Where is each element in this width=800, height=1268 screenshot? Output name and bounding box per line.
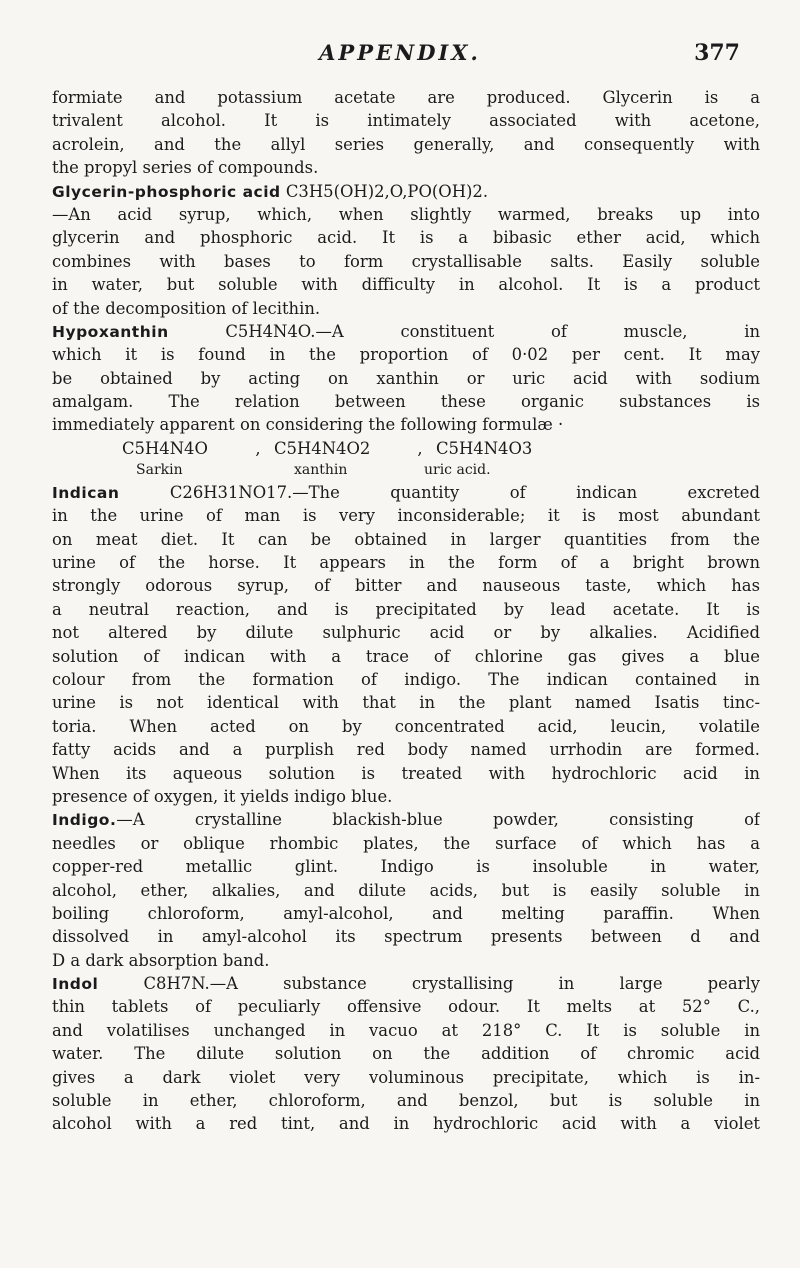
formula-name: Sarkin (136, 461, 183, 478)
text-line: —An acid syrup, which, when slightly warmed, breaks up into (52, 204, 760, 224)
text-line: water. The dilute solution on the addition of chromic acid (52, 1044, 760, 1064)
entry-heading-line (52, 180, 760, 203)
text-line: D a dark absorption band. (52, 950, 270, 970)
text-line: in the urine of man is very inconsiderable; it is most abundant (52, 506, 760, 526)
entry-formula: C3H5(OH)2,O,PO(OH)2. (285, 181, 489, 201)
text-line: soluble in ether, chloroform, and benzol, but is soluble in (52, 1091, 760, 1111)
text-line: the propyl series of compounds. (52, 158, 319, 178)
text-line: thin tablets of peculiarly offensive odour. It melts at 52° C., (52, 997, 760, 1017)
text-line: of the decomposition of lecithin. (52, 298, 321, 318)
entry-headword: Glycerin-phosphoric acid (52, 182, 281, 201)
text-line: gives a dark violet very voluminous precipitate, which is in- (52, 1067, 760, 1087)
formula-separator: , (255, 438, 261, 458)
text-line: strongly odorous syrup, of bitter and nauseous taste, which has (52, 576, 760, 596)
formula: C5H4N4O (122, 438, 208, 458)
text-line: amalgam. The relation between these organic substances is (52, 392, 760, 412)
text-line: formiate and potassium acetate are produced. Glycerin is a (52, 88, 760, 107)
text-line: on meat diet. It can be obtained in larger quantities from the (52, 529, 760, 549)
formula: C5H4N4O3 (436, 438, 533, 458)
text-line: urine of the horse. It appears in the form of a bright brown (52, 553, 760, 573)
text-line: fatty acids and a purplish red body named urrhodin are formed. (52, 740, 760, 760)
text-line: acrolein, and the allyl series generally, and consequently with (52, 134, 760, 154)
text-line: dissolved in amyl-alcohol its spectrum presents between d and (52, 927, 760, 947)
text-line: and volatilises unchanged in vacuo at 218° C. It is soluble in (52, 1020, 760, 1040)
formula-separator: , (417, 438, 423, 458)
text-line: presence of oxygen, it yields indigo blue. (52, 786, 393, 806)
text-line: a neutral reaction, and is precipitated by lead acetate. It is (52, 599, 760, 619)
entry-headword: Hypoxanthin (52, 322, 169, 341)
text-line: in water, but soluble with difficulty in alcohol. It is a product (52, 275, 760, 295)
text-line: copper-red metallic glint. Indigo is insoluble in water, (52, 857, 760, 877)
entry-heading-line (52, 972, 760, 995)
text-line: urine is not identical with that in the plant named Isatis tinc- (52, 693, 760, 713)
text-line: alcohol, ether, alkalies, and dilute acids, but is easily soluble in (52, 880, 760, 900)
text-line: —A crystalline blackish-blue powder, consisting of (116, 810, 760, 830)
text-line: C26H31NO17.—The quantity of indican excreted (169, 482, 760, 502)
text-line: boiling chloroform, amyl-alcohol, and melting paraffin. When (52, 903, 760, 923)
running-title: APPENDIX. (319, 40, 481, 65)
text-line: needles or oblique rhombic plates, the surface of which has a (52, 833, 760, 853)
text-line: be obtained by acting on xanthin or uric acid with sodium (52, 368, 760, 388)
formula-row (52, 437, 760, 461)
formula: C5H4N4O2 (274, 438, 371, 458)
entry-heading-line (52, 808, 760, 831)
text-line: toria. When acted on by concentrated acid, leucin, volatile (52, 716, 760, 736)
text-line: C5H4N4O.—A constituent of muscle, in (225, 321, 760, 341)
text-line: colour from the formation of indigo. The indican contained in (52, 669, 760, 689)
formula-name: uric acid. (424, 461, 491, 478)
text-line: C8H7N.—A substance crystallising in large pearly (143, 974, 760, 994)
text-line: not altered by dilute sulphuric acid or by alkalies. Acidified (52, 623, 760, 643)
body-text (52, 86, 760, 1136)
text-line: glycerin and phosphoric acid. It is a bibasic ether acid, which (52, 228, 760, 248)
text-line: which it is found in the proportion of 0·02 per cent. It may (52, 345, 760, 365)
entry-headword: Indigo. (52, 811, 117, 830)
text-line: trivalent alcohol. It is intimately associated with acetone, (52, 111, 760, 131)
text-line: immediately apparent on considering the following formulæ · (52, 415, 564, 435)
page-number: 377 (694, 40, 740, 66)
entry-heading-line (52, 320, 760, 343)
text-line: combines with bases to form crystallisable salts. Easily soluble (52, 251, 760, 271)
entry-heading-line (52, 481, 760, 504)
running-head (52, 40, 748, 72)
entry-headword: Indol (52, 975, 99, 994)
text-line: alcohol with a red tint, and in hydrochloric acid with a violet (52, 1114, 760, 1134)
formula-name: xanthin (294, 461, 348, 478)
text-line: When its aqueous solution is treated with hydrochloric acid in (52, 763, 760, 783)
formula-names-row (52, 461, 760, 481)
text-line: solution of indican with a trace of chlorine gas gives a blue (52, 646, 760, 666)
entry-headword: Indican (52, 483, 120, 502)
